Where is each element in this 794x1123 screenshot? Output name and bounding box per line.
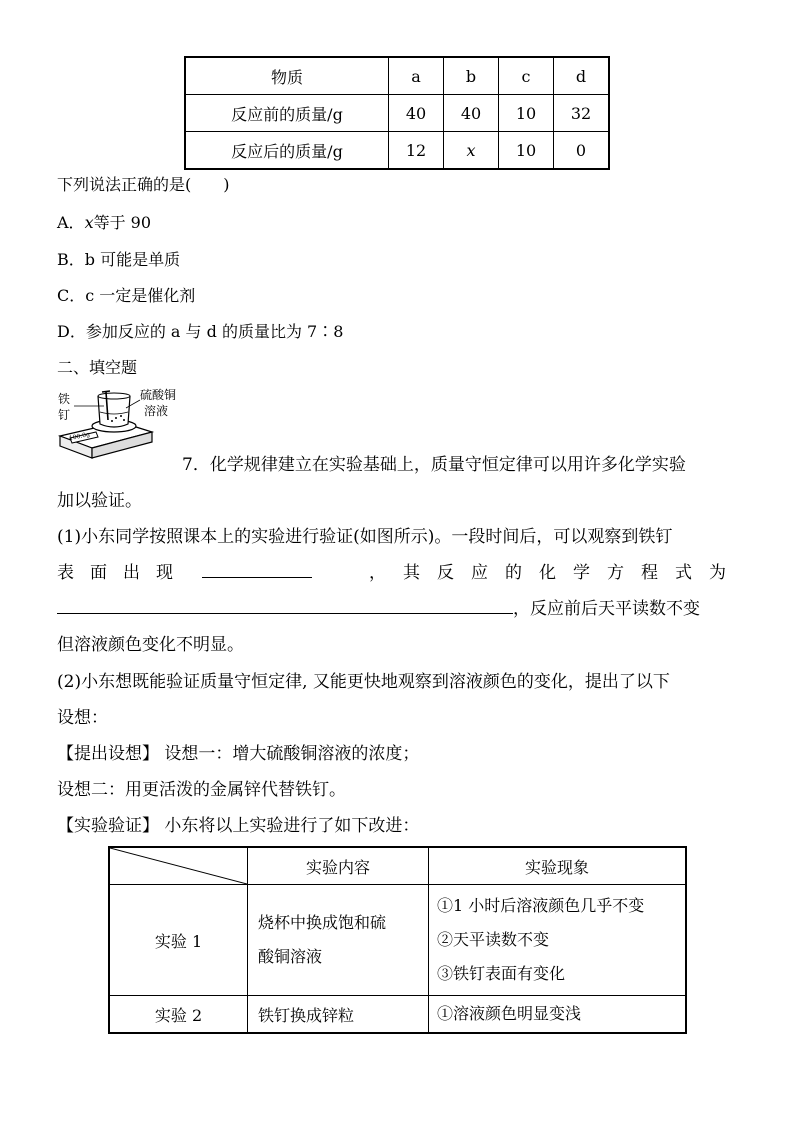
table-header-cell: c: [499, 57, 554, 95]
option-label: A．: [57, 213, 85, 232]
table-cell: 0: [554, 132, 610, 170]
label-nail-1: 铁: [58, 392, 71, 406]
experiment-table: [108, 846, 687, 1034]
table-cell: 实验 2: [109, 996, 248, 1034]
label-solution-1: 硫酸铜: [140, 388, 177, 402]
table-cell: [429, 996, 687, 1034]
table-header-cell: 物质: [185, 57, 389, 95]
label-nail-2: 钉: [58, 408, 71, 422]
table-cell: 10: [499, 132, 554, 170]
option-label: D．: [57, 322, 86, 341]
q7-p1-line3: [57, 594, 700, 619]
table-cell: 10: [499, 95, 554, 132]
table-cell: 40: [389, 95, 444, 132]
content-line: 烧杯中换成饱和硫: [258, 913, 387, 932]
table-row: [109, 885, 686, 996]
phenomenon-item: ③铁钉表面有变化: [437, 964, 566, 983]
option-label: C．: [57, 286, 86, 305]
q7-verify-line: 【实验验证】 小东将以上实验进行了如下改进：: [57, 816, 420, 836]
table-cell: 40: [444, 95, 499, 132]
option-label: B．: [57, 250, 85, 269]
option-text: 等于 90: [93, 213, 152, 232]
label-solution-2: 溶液: [144, 404, 169, 418]
table-cell: [248, 885, 429, 996]
phenomenon-item: ②天平读数不变: [437, 930, 550, 949]
table-cell: 反应前的质量/g: [185, 95, 389, 132]
table-row: [185, 132, 609, 170]
option-a: [57, 210, 151, 233]
table-cell: x: [444, 132, 499, 170]
q7-hypothesis-line1: 【提出设想】 设想一：增大硫酸铜溶液的浓度；: [57, 744, 420, 764]
table-cell: 反应后的质量/g: [185, 132, 389, 170]
scale-reading: 100.0g: [68, 430, 91, 443]
q7-p1-text: ，反应前后天平读数不变: [513, 599, 700, 619]
section-title: 二、填空题: [57, 358, 138, 377]
table-row: [109, 996, 686, 1034]
table-cell: 实验 1: [109, 885, 248, 996]
table-header-cell: b: [444, 57, 499, 95]
content-line: 酸铜溶液: [258, 947, 323, 966]
q7-intro-line1: 7．化学规律建立在实验基础上，质量守恒定律可以用许多化学实验: [182, 455, 686, 475]
question-stem: 下列说法正确的是( ): [57, 175, 230, 194]
table-cell: [429, 885, 687, 996]
q7-p2-line2: 设想：: [57, 708, 108, 728]
table-header-cell: 实验现象: [429, 847, 687, 885]
q7-p1-line1: (1)小东同学按照课本上的实验进行验证(如图所示)。一段时间后，可以观察到铁钉: [57, 527, 673, 547]
q7-p2-line1: (2)小东想既能验证质量守恒定律, 又能更快地观察到溶液颜色的变化，提出了以下: [57, 672, 670, 692]
table-cell: 32: [554, 95, 610, 132]
option-d: [57, 319, 343, 342]
table-cell: 12: [389, 132, 444, 170]
q7-p1-line2: [57, 558, 743, 583]
q7-p1-line4: 但溶液颜色变化不明显。: [57, 635, 244, 655]
q7-intro-line2: 加以验证。: [57, 491, 142, 511]
option-text: 参加反应的 a 与 d 的质量比为 7∶8: [85, 322, 344, 341]
diagonal-line: [110, 848, 247, 884]
option-b: [57, 247, 180, 270]
option-variable: x: [84, 213, 94, 232]
table-header-row: [109, 847, 686, 885]
mass-table: [184, 56, 610, 170]
phenomenon-item: ①1 小时后溶液颜色几乎不变: [437, 896, 645, 915]
table-header-cell: a: [389, 57, 444, 95]
option-text: c 一定是催化剂: [85, 286, 196, 305]
table-cell: 铁钉换成锌粒: [248, 996, 429, 1034]
q7-p1-text: ，其反应的化学方程式为: [369, 563, 743, 583]
table-row: [185, 95, 609, 132]
q7-hypothesis-line2: 设想二：用更活泼的金属锌代替铁钉。: [57, 780, 346, 800]
table-header-cell: [109, 847, 248, 885]
option-text: b 可能是单质: [84, 250, 181, 269]
answer-blank-1[interactable]: [202, 561, 312, 578]
table-header-row: [185, 57, 609, 95]
phenomenon-item: ①溶液颜色明显变浅: [437, 1004, 582, 1023]
table-header-cell: 实验内容: [248, 847, 429, 885]
balance-figure: [56, 386, 186, 466]
answer-blank-2[interactable]: [57, 597, 513, 614]
table-header-cell: d: [554, 57, 610, 95]
q7-p1-text: 表面出现: [57, 563, 189, 583]
option-c: [57, 283, 195, 306]
